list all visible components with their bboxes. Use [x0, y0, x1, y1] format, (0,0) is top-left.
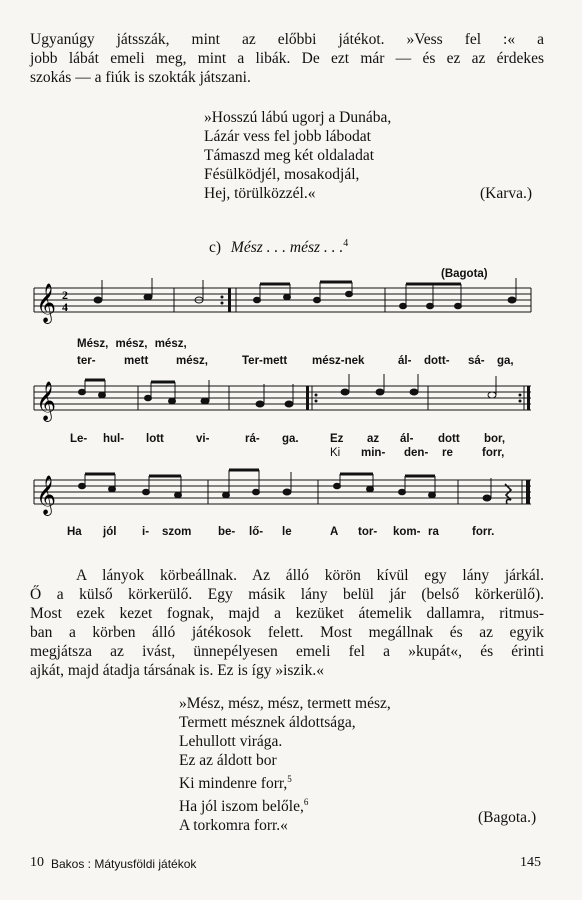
lyric-s2-w8: az: [367, 433, 380, 445]
intro-line-1: Ugyanúgy játsszák, mint az előbbi játékot. »Vess fel :« a: [30, 31, 544, 48]
lyric-s2-w2: hul-: [103, 433, 125, 445]
lyric-syllable: mész,: [154, 338, 187, 350]
time-signature-top: 2: [62, 288, 68, 302]
lyric-s1-w3: mész,: [176, 355, 208, 367]
lyric-syllable: mész,: [115, 338, 148, 350]
lyric-s3-w10: kom-: [393, 526, 421, 538]
lyric-s2-w10: dott: [438, 433, 460, 445]
note: [346, 291, 353, 297]
poem-line: Termett mésznek áldottsága,: [179, 714, 356, 731]
lyric-s3-w2: jól: [103, 526, 117, 538]
poem-line: [179, 793, 391, 816]
poem-karva: [204, 108, 391, 203]
body-line-2: Ő a külső körkerülő. Egy másik lány belül jár (belső körkerülő).: [30, 586, 544, 603]
lyric-syllable: Mész,: [77, 338, 109, 350]
poem-line: Lázár vess fel jobb lábodat: [204, 128, 371, 145]
music-source: (Bagota): [441, 268, 488, 280]
note: [483, 495, 491, 501]
treble-clef-icon: 𝄞: [36, 381, 57, 421]
poem-line: Ez az áldott bor: [179, 752, 277, 769]
lyric-s3-w6: lő-: [249, 526, 264, 538]
note: [508, 297, 516, 303]
note: [79, 483, 86, 489]
lyric-s2-alt-w2: min-: [361, 447, 386, 459]
note: [144, 294, 152, 300]
note: [99, 392, 106, 398]
lyric-s1-w9: ga,: [497, 355, 514, 367]
note: [410, 389, 418, 395]
lyric-s2-w4: vi-: [196, 433, 210, 445]
lyric-s2-w11: bor,: [484, 433, 506, 445]
note: [256, 401, 264, 407]
lyric-s1-w6: ál-: [398, 355, 412, 367]
poem-line: »Mész, mész, mész, termett mész,: [179, 695, 391, 712]
footnote-ref: 6: [303, 797, 309, 808]
section-title: Mész . . . mész . . .: [230, 239, 344, 257]
note: [223, 492, 230, 498]
poem-line: Támaszd meg két oldaladat: [204, 147, 375, 164]
note: [254, 297, 261, 303]
lyric-s1-w8: sá-: [468, 355, 485, 367]
page-number: 145: [520, 855, 541, 870]
note: [143, 489, 150, 495]
section-heading: [209, 238, 348, 257]
poem-line: Hej, törülközzél.«: [204, 185, 316, 202]
time-signature-bottom: 4: [62, 300, 68, 314]
note: [94, 297, 102, 303]
poem-line-text: Ha jól iszom belőle,: [179, 798, 304, 816]
staff-2: [0, 374, 582, 434]
lyric-s3-w7: le: [282, 526, 292, 538]
intro-line-2: jobb lábát emeli meg, mint a libák. De ezt már — és ez az érdekes: [30, 50, 544, 67]
lyric-s1-w4: Ter-mett: [242, 355, 288, 367]
poem-bagota: [179, 694, 391, 835]
section-label: c): [209, 239, 222, 257]
note: [367, 486, 374, 492]
poem-line: Fésülködjél, mosakodjál,: [204, 166, 360, 183]
treble-clef-icon: 𝄞: [36, 475, 57, 515]
body-line-5: megjátsza az ivást, ünnepélyesen emeli fel a »kupát«, és érinti: [30, 643, 544, 660]
note: [400, 303, 407, 309]
lyric-s3-w9: tor-: [358, 526, 378, 538]
lyric-s2-alt-w5: forr,: [482, 447, 505, 459]
note: [283, 489, 291, 495]
lyric-s2-w7: Ez: [330, 433, 344, 445]
lyric-s2-alt-w3: den-: [404, 447, 429, 459]
lyric-s3-w1: Ha: [67, 526, 82, 538]
note: [253, 489, 260, 495]
lyric-s1-w2: mett: [124, 355, 149, 367]
note: [109, 486, 116, 492]
staff-1: [0, 276, 582, 336]
treble-clef-icon: 𝄞: [36, 283, 57, 323]
poem-line-text: Ki mindenre forr,: [179, 775, 288, 793]
note: [334, 483, 341, 489]
note: [79, 389, 86, 395]
note: [285, 401, 293, 407]
note: [341, 389, 349, 395]
poem-line: »Hosszú lábú ugorj a Dunába,: [204, 109, 392, 126]
lyric-s2-w9: ál-: [400, 433, 414, 445]
poem-line: [179, 770, 391, 793]
poem-line: Lehullott virága.: [179, 733, 283, 750]
note: [169, 398, 176, 404]
poem-line: A torkomra forr.«: [179, 817, 288, 835]
note: [488, 392, 496, 398]
note: [427, 303, 434, 309]
lyric-s2-w5: rá-: [245, 433, 260, 445]
note: [201, 398, 209, 404]
lyric-s3-w4: szom: [162, 526, 192, 538]
poem2-source: (Bagota.): [478, 809, 537, 826]
body-line-4: ban a körben álló játékosok felett. Most megállnak és az egyik: [30, 624, 544, 641]
lyric-s3-w3: i-: [142, 526, 150, 538]
lyric-s3-w8: A: [330, 526, 339, 538]
lyric-s2-alt-w1: Ki: [330, 447, 341, 459]
note: [175, 492, 182, 498]
lyric-s2-alt-w4: re: [442, 447, 453, 459]
lyric-s3-w12: forr.: [472, 526, 495, 538]
lyric-s3-w5: be-: [218, 526, 236, 538]
footnote-ref: 5: [287, 774, 292, 784]
note: [429, 492, 436, 498]
note: [145, 395, 152, 401]
quarter-rest-icon: [505, 484, 511, 504]
lyric-s1-top: [77, 338, 187, 350]
note: [314, 297, 321, 303]
note: [455, 303, 462, 309]
note: [399, 489, 406, 495]
poem-source: (Karva.): [480, 185, 533, 202]
lyric-s1-w7: dott-: [424, 355, 450, 367]
lyric-s3-w11: ra: [428, 526, 439, 538]
lyric-s2-w3: lott: [146, 433, 164, 445]
lyric-s1-w5: mész-nek: [312, 355, 365, 367]
note: [284, 294, 291, 300]
lyric-s2-w1: Le-: [70, 433, 88, 445]
body-line-1: A lányok körbeállnak. Az álló körön kívül egy lány járkál.: [76, 567, 544, 584]
body-line-3: Most ezek kezet fognak, majd a kezüket átemelik dallamra, ritmus-: [30, 605, 544, 622]
lyric-s1-w1: ter-: [77, 355, 96, 367]
body-line-6: ajkát, majd átadja társának is. Ez is így »iszik.«: [30, 662, 324, 679]
signature-mark: 10: [30, 855, 44, 870]
running-footer: Bakos : Mátyusföldi játékok: [51, 857, 197, 871]
footnote-ref: 4: [343, 238, 349, 249]
staff-3: [0, 468, 582, 528]
intro-line-3: szokás — a fiúk is szokták játszani.: [30, 69, 251, 86]
note: [376, 389, 384, 395]
lyric-s2-w6: ga.: [282, 433, 299, 445]
